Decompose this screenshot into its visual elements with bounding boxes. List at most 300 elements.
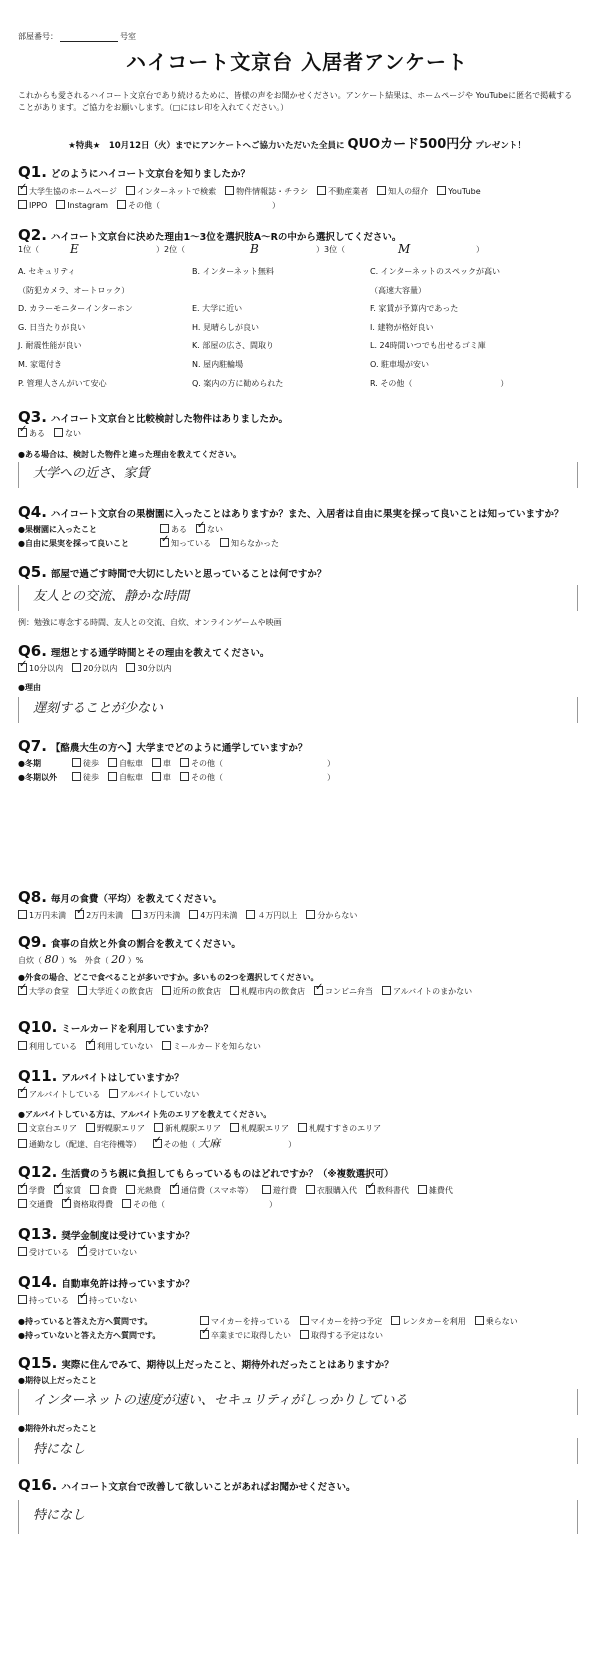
- q15-sub-2: ●期待外れだったこと: [18, 1424, 97, 1433]
- q5-heading: [18, 563, 326, 582]
- q6-answer-box[interactable]: [18, 697, 578, 723]
- checkbox[interactable]: [18, 1295, 27, 1304]
- checkbox-option[interactable]: [54, 429, 81, 438]
- checkbox-option[interactable]: [126, 1186, 161, 1195]
- q6-number: Q6.: [18, 642, 47, 660]
- q7-row-other: [18, 772, 344, 783]
- checkbox-option[interactable]: [366, 1186, 409, 1195]
- checkbox-option[interactable]: [306, 1186, 357, 1195]
- checkbox[interactable]: [18, 986, 27, 995]
- q9-sub-question: ●外食の場合、どこで食べることが多いですか。多いもの2つを選択してください。: [18, 973, 319, 982]
- checkbox-option[interactable]: [196, 525, 223, 534]
- option-label: 10分以内: [29, 664, 64, 673]
- q7-winter-label: ●冬期: [18, 759, 41, 768]
- option-label: 車: [163, 773, 171, 782]
- option-label: 自転車: [119, 773, 143, 782]
- q5-answer-box[interactable]: [18, 585, 578, 611]
- checkbox-option[interactable]: [246, 911, 297, 920]
- checkbox[interactable]: [437, 186, 446, 195]
- q4-fruit-options: [160, 539, 288, 548]
- checkbox[interactable]: [86, 1041, 95, 1050]
- option-label: Instagram: [67, 201, 109, 210]
- q16-text: ハイコート文京台で改善して欲しいことがあればお聞かせください。: [61, 1482, 356, 1493]
- q11-heading: [18, 1067, 184, 1086]
- option-label: 食費: [101, 1186, 117, 1195]
- checkbox[interactable]: [109, 1089, 118, 1098]
- q8-options: [18, 910, 366, 921]
- checkbox[interactable]: [189, 910, 198, 919]
- checkbox-option[interactable]: [152, 759, 171, 768]
- checkbox[interactable]: [162, 986, 171, 995]
- checkbox-option[interactable]: [180, 773, 335, 782]
- checkbox[interactable]: [391, 1316, 400, 1325]
- checkbox-option[interactable]: [153, 1140, 196, 1149]
- q3-answer-box[interactable]: [18, 462, 578, 488]
- option-label: 1万円未満: [29, 911, 67, 920]
- checkbox[interactable]: [475, 1316, 484, 1325]
- checkbox[interactable]: [72, 772, 81, 781]
- checkbox-option[interactable]: [109, 1090, 199, 1099]
- q14-options: [18, 1295, 146, 1306]
- checkbox-option[interactable]: [160, 539, 211, 548]
- checkbox[interactable]: [170, 1185, 179, 1194]
- q2-choices-grid: [18, 267, 578, 397]
- checkbox[interactable]: [220, 538, 229, 547]
- q11-sub-question: ●アルバイトしている方は、アルバイト先のエリアを教えてください。: [18, 1110, 272, 1119]
- checkbox-option[interactable]: [18, 664, 63, 673]
- checkbox-option[interactable]: [78, 1296, 137, 1305]
- q2-choice: G. 日当たりが良い: [18, 322, 86, 332]
- checkbox[interactable]: [300, 1316, 309, 1325]
- checkbox[interactable]: [317, 186, 326, 195]
- checkbox[interactable]: [78, 986, 87, 995]
- checkbox[interactable]: [196, 524, 205, 533]
- rank2-label: ）2位（: [156, 245, 186, 254]
- checkbox-option[interactable]: [220, 539, 279, 548]
- checkbox[interactable]: [72, 663, 81, 672]
- checkbox[interactable]: [78, 1295, 87, 1304]
- option-label: その他（ ）: [191, 773, 335, 782]
- checkbox-option[interactable]: [306, 911, 357, 920]
- q2-choice: C. インターネットのスペックが高い: [370, 267, 500, 276]
- checkbox[interactable]: [18, 1199, 27, 1208]
- option-label: インターネットで検索: [136, 187, 217, 196]
- q2-choice: E. 大学に近い: [192, 304, 243, 314]
- room-number-label: 部屋番号：: [18, 32, 58, 41]
- q2-choice: L. 24時間いつでも出せるゴミ庫: [370, 341, 486, 351]
- rank2-answer[interactable]: B: [250, 242, 259, 256]
- q8-heading: [18, 888, 222, 907]
- option-label: 知人の紹介: [388, 187, 429, 196]
- checkbox-option[interactable]: [126, 664, 171, 673]
- checkbox[interactable]: [18, 1139, 27, 1148]
- checkbox[interactable]: [160, 524, 169, 533]
- checkbox-option[interactable]: [56, 201, 108, 210]
- q2-choice: O. 駐車場が安い: [370, 360, 430, 369]
- checkbox-option[interactable]: [18, 1200, 53, 1209]
- q2-choice: D. カラーモニターインターホン: [18, 304, 133, 314]
- checkbox-option[interactable]: [117, 201, 280, 210]
- checkbox-option[interactable]: [300, 1317, 383, 1326]
- checkbox-option[interactable]: [75, 911, 123, 920]
- option-label: 資格取得費: [73, 1200, 113, 1209]
- option-label: 持っている: [29, 1296, 69, 1305]
- checkbox-option[interactable]: [391, 1317, 465, 1326]
- q14-have-options: [200, 1317, 527, 1326]
- option-label: 家賃: [65, 1186, 81, 1195]
- checkbox-option[interactable]: [78, 987, 153, 996]
- checkbox-option[interactable]: [18, 987, 69, 996]
- checkbox[interactable]: [300, 1330, 309, 1339]
- q12-heading: [18, 1163, 394, 1182]
- q11-area-b: [18, 1137, 296, 1151]
- option-label: マイカーを持っている: [211, 1317, 291, 1326]
- q11-text: アルバイトはしていますか？: [61, 1073, 184, 1084]
- q13-number: Q13.: [18, 1225, 58, 1243]
- checkbox-option[interactable]: [54, 1186, 81, 1195]
- q11-other-close: ）: [288, 1140, 297, 1149]
- checkbox-option[interactable]: [154, 1124, 221, 1133]
- option-label: ミールカードを知らない: [173, 1042, 261, 1051]
- q2-choice: J. 耐震性能が良い: [18, 341, 82, 351]
- rank-close: ）: [476, 245, 484, 254]
- checkbox[interactable]: [18, 1089, 27, 1098]
- option-label: 受けている: [29, 1248, 69, 1257]
- room-suffix: 号室: [120, 32, 136, 41]
- q3-answer: 大学への近さ、家賃: [33, 466, 150, 481]
- checkbox[interactable]: [262, 1185, 271, 1194]
- option-label: その他（: [163, 1140, 196, 1149]
- checkbox-option[interactable]: [160, 525, 187, 534]
- q2-choice: Q. 案内の方に勧められた: [192, 378, 284, 388]
- checkbox-option[interactable]: [180, 759, 335, 768]
- bonus-text: ★特典★ 10月12日（火）までにアンケートへご協力いただいた全員に: [68, 141, 345, 151]
- q2-choice: B. インターネット無料: [192, 267, 274, 276]
- checkbox[interactable]: [154, 1123, 163, 1132]
- checkbox[interactable]: [18, 1185, 27, 1194]
- option-label: 2万円未満: [86, 911, 124, 920]
- checkbox-option[interactable]: [90, 1186, 117, 1195]
- checkbox-option[interactable]: [126, 187, 216, 196]
- q5-number: Q5.: [18, 563, 47, 581]
- checkbox[interactable]: [18, 1123, 27, 1132]
- checkbox[interactable]: [180, 772, 189, 781]
- q3-options: [18, 428, 90, 439]
- q2-choice: A. セキュリティ: [18, 267, 76, 276]
- q16-heading: [18, 1476, 355, 1495]
- option-label: 札幌すすきのエリア: [309, 1124, 382, 1133]
- q16-answer: 特になし: [33, 1508, 86, 1523]
- q10-heading: [18, 1018, 213, 1037]
- q14-row-1: [18, 1316, 527, 1327]
- option-label: ない: [207, 525, 223, 534]
- checkbox[interactable]: [54, 428, 63, 437]
- option-label: 知らなかった: [231, 539, 279, 548]
- option-label: 乗らない: [485, 1317, 518, 1326]
- checkbox[interactable]: [180, 758, 189, 767]
- checkbox[interactable]: [132, 910, 141, 919]
- q15-answer-2-box[interactable]: [18, 1438, 578, 1464]
- checkbox-option[interactable]: [162, 1042, 261, 1051]
- option-label: 光熱費: [137, 1186, 161, 1195]
- checkbox-option[interactable]: [72, 664, 117, 673]
- q6-text: 理想とする通学時間とその理由を教えてください。: [50, 648, 270, 659]
- option-label: 通勤なし（配達、自宅待機等）: [29, 1140, 141, 1149]
- checkbox-option[interactable]: [314, 987, 373, 996]
- q6-heading: [18, 642, 269, 661]
- option-label: 雑費代: [428, 1186, 453, 1195]
- q12-options-a: [18, 1185, 462, 1196]
- checkbox[interactable]: [126, 663, 135, 672]
- checkbox-option[interactable]: [62, 1200, 113, 1209]
- checkbox-option[interactable]: [200, 1331, 291, 1340]
- q2-choice: M. 家電付き: [18, 360, 62, 369]
- checkbox[interactable]: [314, 986, 323, 995]
- q2-choice: N. 屋内駐輪場: [192, 360, 244, 369]
- checkbox-option[interactable]: [170, 1186, 253, 1195]
- q3-text: ハイコート文京台と比較検討した物件はありましたか。: [50, 414, 289, 425]
- checkbox-option[interactable]: [18, 1248, 69, 1257]
- checkbox[interactable]: [18, 1041, 27, 1050]
- option-label: 大学の食堂: [29, 987, 69, 996]
- q7-other-options: [72, 773, 344, 782]
- option-label: 衣服購入代: [316, 1186, 357, 1195]
- checkbox[interactable]: [306, 1185, 315, 1194]
- checkbox[interactable]: [18, 186, 27, 195]
- q3-number: Q3.: [18, 408, 47, 426]
- checkbox-option[interactable]: [377, 187, 428, 196]
- checkbox-option[interactable]: [152, 773, 171, 782]
- checkbox[interactable]: [162, 1041, 171, 1050]
- q7-other-label: ●冬期以外: [18, 773, 57, 782]
- q15-number: Q15.: [18, 1354, 58, 1372]
- checkbox[interactable]: [200, 1316, 209, 1325]
- room-number-field: [18, 32, 136, 42]
- q15-sub-1: ●期待以上だったこと: [18, 1376, 97, 1385]
- option-label: その他（ ）: [133, 1200, 277, 1209]
- q16-answer-box[interactable]: [18, 1500, 578, 1534]
- q2-choice: （高速大容量）: [370, 285, 426, 295]
- checkbox-option[interactable]: [18, 1296, 69, 1305]
- q6-options: [18, 663, 181, 674]
- q11-options: [18, 1089, 208, 1100]
- q11-other-area-value[interactable]: 大麻: [198, 1137, 221, 1150]
- checkbox[interactable]: [153, 1139, 162, 1148]
- q13-text: 奨学金制度は受けていますか？: [61, 1231, 195, 1242]
- q2-number: Q2.: [18, 226, 47, 244]
- option-label: 20分以内: [83, 664, 118, 673]
- checkbox-option[interactable]: [225, 187, 308, 196]
- checkbox-option[interactable]: [72, 773, 99, 782]
- checkbox[interactable]: [225, 186, 234, 195]
- q5-answer: 友人との交流、静かな時間: [33, 589, 190, 604]
- checkbox[interactable]: [108, 772, 117, 781]
- option-label: アルバイトのまかない: [393, 987, 473, 996]
- q2-text: ハイコート文京台に決めた理由1～3位を選択肢A～Rの中から選択してください。: [50, 232, 402, 243]
- checkbox[interactable]: [298, 1123, 307, 1132]
- q12-number: Q12.: [18, 1163, 58, 1181]
- checkbox[interactable]: [72, 758, 81, 767]
- option-label: 教科書代: [376, 1186, 409, 1195]
- checkbox[interactable]: [18, 428, 27, 437]
- checkbox-option[interactable]: [230, 987, 305, 996]
- rank1-answer[interactable]: E: [70, 242, 79, 256]
- q10-text: ミールカードを利用していますか？: [61, 1024, 214, 1035]
- checkbox[interactable]: [56, 200, 65, 209]
- q4-text: ハイコート文京台の果樹園に入ったことはありますか？また、入居者は自由に果実を採って良いことは知っていますか？: [50, 509, 564, 520]
- checkbox-option[interactable]: [300, 1331, 383, 1340]
- checkbox[interactable]: [246, 910, 255, 919]
- checkbox[interactable]: [122, 1199, 131, 1208]
- option-label: 知っている: [171, 539, 211, 548]
- option-label: ４万円以上: [257, 911, 298, 920]
- q4-orchard-label: ●果樹園に入ったこと: [18, 525, 97, 534]
- checkbox-option[interactable]: [475, 1317, 518, 1326]
- q14-row-2: [18, 1330, 392, 1341]
- checkbox[interactable]: [160, 538, 169, 547]
- checkbox-option[interactable]: [189, 911, 237, 920]
- checkbox[interactable]: [18, 663, 27, 672]
- checkbox-option[interactable]: [108, 759, 143, 768]
- q11-area-a: [18, 1123, 390, 1134]
- checkbox[interactable]: [78, 1247, 87, 1256]
- q6-reason-label: ●理由: [18, 683, 41, 692]
- q1-text: どのようにハイコート文京台を知りましたか？: [50, 169, 251, 180]
- option-label: 遊行費: [272, 1186, 297, 1195]
- checkbox-option[interactable]: [18, 1042, 77, 1051]
- checkbox[interactable]: [200, 1330, 209, 1339]
- checkbox-option[interactable]: [86, 1124, 145, 1133]
- checkbox-option[interactable]: [122, 1200, 277, 1209]
- q9-jisui-label: 自炊（: [18, 956, 42, 965]
- option-label: 4万円未満: [200, 911, 238, 920]
- checkbox[interactable]: [18, 200, 27, 209]
- q6-answer: 遅刻することが少ない: [33, 701, 164, 716]
- checkbox[interactable]: [117, 200, 126, 209]
- checkbox-option[interactable]: [18, 1124, 77, 1133]
- checkbox-option[interactable]: [18, 911, 66, 920]
- checkbox[interactable]: [382, 986, 391, 995]
- option-label: 文京台エリア: [29, 1124, 77, 1133]
- rank3-answer[interactable]: M: [398, 242, 411, 256]
- checkbox-option[interactable]: [86, 1042, 153, 1051]
- option-label: その他（ ）: [128, 201, 281, 210]
- checkbox[interactable]: [75, 910, 84, 919]
- checkbox-option[interactable]: [18, 201, 47, 210]
- option-label: 卒業までに取得したい: [211, 1331, 291, 1340]
- checkbox[interactable]: [126, 1185, 135, 1194]
- checkbox[interactable]: [54, 1185, 63, 1194]
- checkbox-option[interactable]: [72, 759, 99, 768]
- checkbox[interactable]: [230, 1123, 239, 1132]
- q9-gaishoku-value[interactable]: 20: [111, 953, 126, 966]
- checkbox-option[interactable]: [18, 1090, 100, 1099]
- q2-choice: F. 家賃が予算内であった: [370, 304, 459, 314]
- q2-choice: H. 見晴らしが良い: [192, 322, 259, 332]
- checkbox-option[interactable]: [317, 187, 368, 196]
- option-label: アルバイトしていない: [120, 1090, 200, 1099]
- q9-jisui-value[interactable]: 80: [44, 953, 59, 966]
- q7-heading: [18, 737, 307, 756]
- checkbox[interactable]: [18, 1247, 27, 1256]
- checkbox[interactable]: [230, 986, 239, 995]
- room-number-blank[interactable]: [60, 32, 118, 42]
- q9-text: 食事の自炊と外食の割合を教えてください。: [50, 939, 241, 950]
- q12-options-b: [18, 1199, 286, 1210]
- q9-percent: ）%: [127, 956, 144, 965]
- option-label: 利用している: [29, 1042, 77, 1051]
- checkbox-option[interactable]: [230, 1124, 289, 1133]
- checkbox[interactable]: [306, 910, 315, 919]
- checkbox[interactable]: [86, 1123, 95, 1132]
- checkbox[interactable]: [152, 772, 161, 781]
- option-label: コンビニ弁当: [325, 987, 373, 996]
- checkbox-option[interactable]: [437, 187, 481, 196]
- checkbox-option[interactable]: [18, 1186, 45, 1195]
- option-label: 分からない: [317, 911, 358, 920]
- q2-choice: K. 部屋の広さ、間取り: [192, 341, 275, 351]
- q15-answer-1: インターネットの速度が速い、セキュリティがしっかりしている: [33, 1393, 408, 1408]
- checkbox-option[interactable]: [382, 987, 472, 996]
- option-label: 交通費: [29, 1200, 53, 1209]
- q9-heading: [18, 933, 241, 952]
- checkbox-option[interactable]: [262, 1186, 297, 1195]
- option-label: 野幌駅エリア: [97, 1124, 145, 1133]
- option-label: 近所の飲食店: [173, 987, 221, 996]
- checkbox-option[interactable]: [298, 1124, 381, 1133]
- checkbox-option[interactable]: [200, 1317, 291, 1326]
- checkbox[interactable]: [108, 758, 117, 767]
- checkbox[interactable]: [377, 186, 386, 195]
- q14-text: 自動車免許は持っていますか？: [61, 1279, 195, 1290]
- q2-choice: I. 建物が格好良い: [370, 322, 434, 332]
- checkbox[interactable]: [126, 186, 135, 195]
- q7-text: 【酪農大生の方へ】大学までどのように通学していますか？: [50, 743, 308, 754]
- checkbox[interactable]: [418, 1185, 427, 1194]
- bonus-quo-card: QUOカード500円分: [347, 137, 473, 152]
- q13-heading: [18, 1225, 194, 1244]
- option-label: 利用していない: [97, 1042, 153, 1051]
- option-label: 3万円未満: [143, 911, 181, 920]
- checkbox[interactable]: [152, 758, 161, 767]
- q4-fruit-label: ●自由に果実を採って良いこと: [18, 539, 129, 548]
- checkbox-option[interactable]: [418, 1186, 453, 1195]
- q9-gaishoku-label: ）% 外食（: [61, 956, 109, 965]
- option-label: 不動産業者: [328, 187, 369, 196]
- checkbox-option[interactable]: [162, 987, 221, 996]
- checkbox[interactable]: [90, 1185, 99, 1194]
- checkbox[interactable]: [18, 910, 27, 919]
- option-label: 学費: [29, 1186, 45, 1195]
- checkbox[interactable]: [366, 1185, 375, 1194]
- checkbox-option[interactable]: [108, 773, 143, 782]
- q1-options-b: [18, 200, 289, 211]
- q15-answer-1-box[interactable]: [18, 1389, 578, 1415]
- option-label: アルバイトしている: [29, 1090, 101, 1099]
- q9-number: Q9.: [18, 933, 47, 951]
- q5-text: 部屋で過ごす時間で大切にしたいと思っていることは何ですか？: [50, 569, 327, 580]
- checkbox-option[interactable]: [18, 187, 117, 196]
- q10-number: Q10.: [18, 1018, 58, 1036]
- q2-choice: R. その他（ ）: [370, 378, 509, 388]
- checkbox[interactable]: [62, 1199, 71, 1208]
- checkbox-option[interactable]: [132, 911, 180, 920]
- q15-text: 実際に住んでみて、期待以上だったこと、期待外れだったことはありますか？: [61, 1360, 394, 1371]
- checkbox-option[interactable]: [18, 429, 45, 438]
- checkbox-option[interactable]: [18, 1140, 141, 1149]
- checkbox-option[interactable]: [78, 1248, 137, 1257]
- q13-options: [18, 1247, 146, 1258]
